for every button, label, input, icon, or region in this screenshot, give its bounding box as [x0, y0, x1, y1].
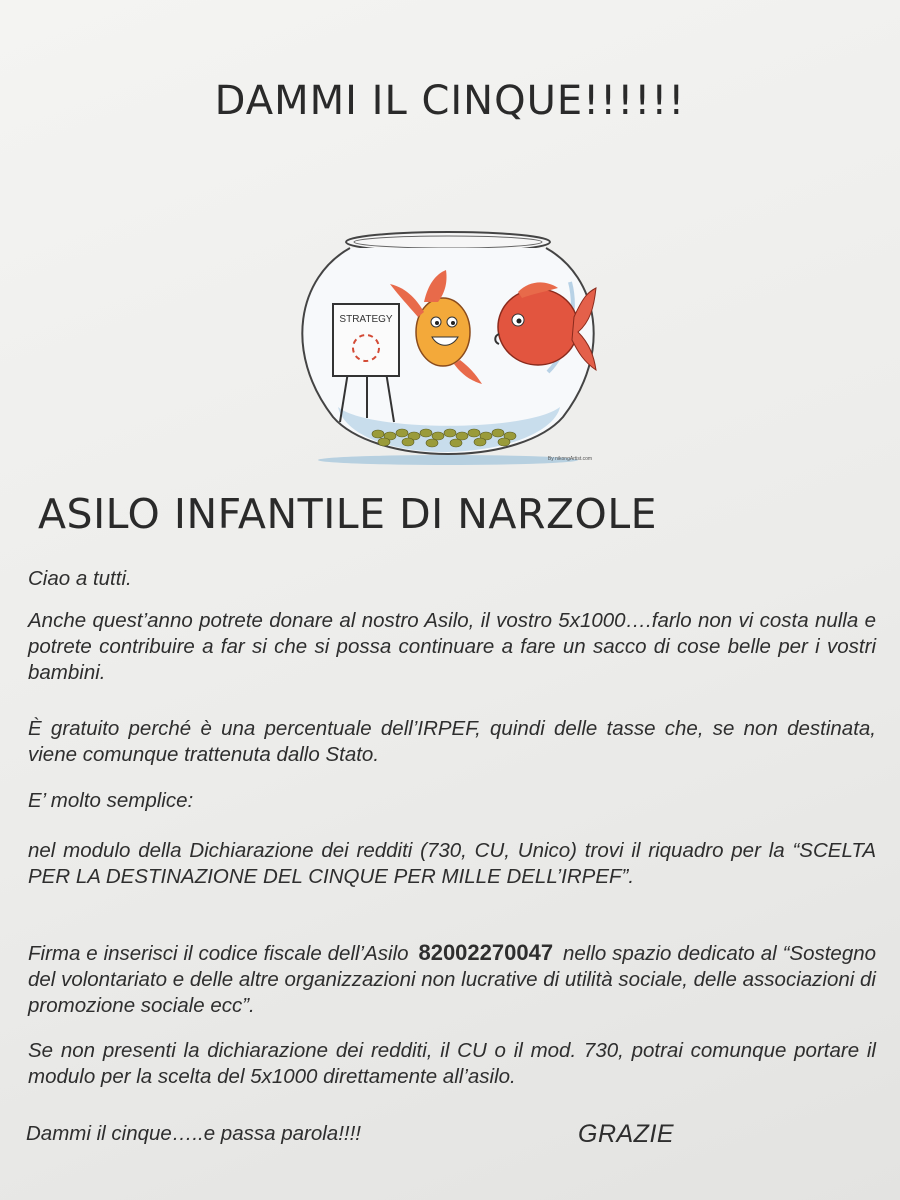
intro-paragraph: Anche quest’anno potrete donare al nostro Asilo, il vostro 5x1000….farlo non vi costa nulla e potrete contribuire a far si che si possa continuare a fare un sacco di cose belle per i vostri bambini. — [28, 609, 876, 684]
simple-paragraph: E’ molto semplice: — [28, 789, 194, 812]
fishbowl-illustration — [278, 222, 618, 470]
easel-label: STRATEGY — [339, 314, 393, 325]
greeting-text: Ciao a tutti. — [28, 567, 132, 590]
tax-code-value: 82002270047 — [418, 940, 554, 965]
footer-thanks: GRAZIE — [578, 1120, 675, 1148]
tax-code-intro: Firma e inserisci il codice fiscale dell’Asilo — [28, 942, 409, 965]
irpef-paragraph: È gratuito perché è una percentuale dell’IRPEF, quindi delle tasse che, se non destinata, viene comunque trattenuta dallo Stato. — [28, 717, 876, 766]
fishbowl-icon — [278, 222, 618, 470]
page-headline: DAMMI IL CINQUE!!!!!! — [214, 78, 686, 124]
tax-code-outro: nello spazio dedicato al “Sostegno del volontariato e delle altre organizzazioni non lucrative di utilità sociale, delle associazioni di promozione sociale ecc”. — [28, 942, 877, 1017]
school-title: ASILO INFANTILE DI NARZOLE — [38, 490, 658, 538]
no-declaration-paragraph: Se non presenti la dichiarazione dei redditi, il CU o il mod. 730, potrai comunque portare il modulo per la scelta del 5x1000 direttamente all’asilo. — [28, 1039, 876, 1088]
form-instructions-paragraph: nel modulo della Dichiarazione dei redditi (730, CU, Unico) trovi il riquadro per la “SCELTA PER LA DESTINAZIONE DEL CINQUE PER MILLE DELL’IRPEF”. — [28, 839, 876, 888]
illustration-credit: By nikongArtist.com — [547, 456, 593, 462]
footer-slogan: Dammi il cinque…..e passa parola!!!! — [26, 1122, 361, 1145]
tax-code-paragraph — [28, 940, 876, 1019]
